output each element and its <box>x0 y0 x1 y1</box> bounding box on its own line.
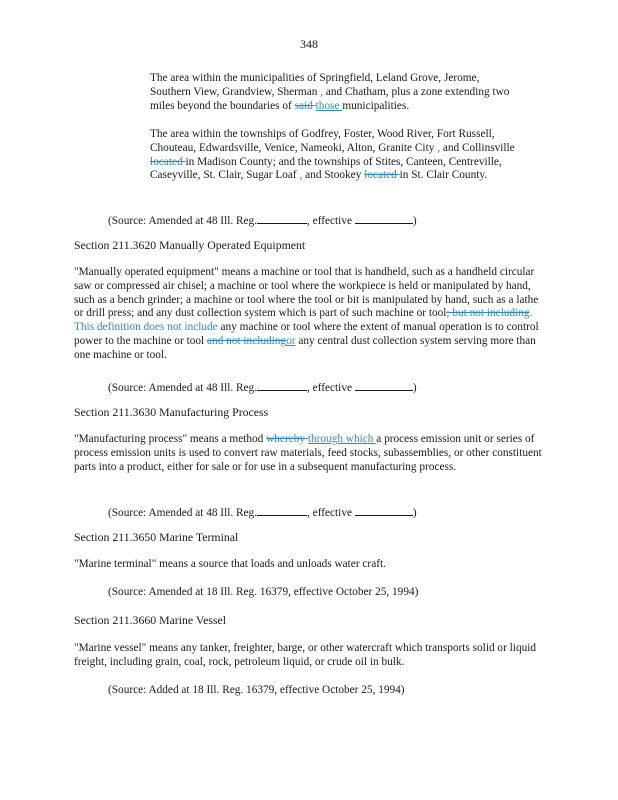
inserted-text: or <box>286 334 296 347</box>
inserted-text: , <box>299 169 303 182</box>
blank-line <box>355 212 413 224</box>
deleted-text: ; but not including <box>446 307 530 320</box>
blank-line <box>257 504 307 516</box>
paragraph-text: municipalities. <box>342 99 410 112</box>
paragraph-text: "Manually operated equipment" means a machine or tool that is handheld, such as a handheld circular saw or compressed air chisel; a machine or tool where the workpiece is held or manipulated by hand, such as a bench grinder; a machine or tool where the tool or bit is manipulated by hand, such as a lathe or drill press; and any dust collection system which is part of such machine or tool <box>74 266 539 320</box>
paragraph-springfield-area <box>150 72 520 113</box>
paragraph-townships-area <box>150 128 520 183</box>
paragraph-text: and Stookey <box>302 169 365 182</box>
blank-line <box>257 379 307 391</box>
section-heading: Section 211.3630 Manufacturing Process <box>74 405 269 419</box>
paragraph-manufacturing-process <box>74 433 546 474</box>
source-note: (Source: Amended at 18 Ill. Reg. 16379, effective October 25, 1994) <box>108 586 419 598</box>
source-text: ) <box>412 215 417 227</box>
blank-line <box>257 212 307 224</box>
paragraph-text: and Chatham, plus a zone extending two miles beyond the boundaries of <box>150 85 510 112</box>
paragraph-manually-operated-equipment <box>74 266 546 363</box>
page-number: 348 <box>300 37 318 51</box>
paragraph-text: "Manufacturing process" means a method <box>74 433 267 445</box>
source-note: (Source: Added at 18 Ill. Reg. 16379, effective October 25, 1994) <box>108 684 405 696</box>
source-text: , effective <box>307 382 355 394</box>
section-heading: Section 211.3650 Marine Terminal <box>74 530 239 544</box>
paragraph-text: any central dust collection system serving more than one machine or tool. <box>74 334 536 361</box>
deleted-text: located <box>150 155 186 168</box>
deleted-text: and not including <box>207 334 287 347</box>
inserted-text: through which <box>307 433 377 445</box>
source-text: ) <box>412 382 417 394</box>
inserted-text: , <box>317 85 324 98</box>
paragraph-text: The area within the municipalities of Springfield, Leland Grove, Jerome, Southern View, Grandview, Sherman <box>150 72 480 98</box>
paragraph-text: any machine or tool where the extent of manual operation is to control power to the machine or tool <box>74 321 539 347</box>
source-note <box>108 504 417 521</box>
section-heading: Section 211.3660 Marine Vessel <box>74 613 227 627</box>
inserted-text: . This definition does not include <box>74 307 533 334</box>
blank-line <box>355 379 413 391</box>
paragraph-text: The area within the townships of Godfrey, Foster, Wood River, Fort Russell, Chouteau, Edwardsville, Venice, Nameoki, Alton, Granite City <box>150 128 495 154</box>
source-note <box>108 379 417 396</box>
paragraph-text: in Madison County; and the townships of Stites, Canteen, Centreville, Caseyville, St. Clair, Sugar Loaf <box>150 155 502 182</box>
source-text: (Source: Amended at 48 Ill. Reg. <box>108 215 258 227</box>
paragraph-marine-vessel: "Marine vessel" means any tanker, freighter, barge, or other watercraft which transports solid or liquid freight, including grain, coal, rock, petroleum liquid, or crude oil in bulk. <box>74 642 537 668</box>
source-text: , effective <box>307 215 355 227</box>
inserted-text: those <box>315 99 343 112</box>
source-text: ) <box>412 507 417 519</box>
paragraph-text: in St. Clair County. <box>399 169 488 182</box>
source-text: (Source: Amended at 48 Ill. Reg. <box>108 382 258 394</box>
paragraph-text: a process emission unit or series of process emission units is used to convert raw materials, feed stocks, subassemblies, or other constituent parts into a product, either for sale or for use in a subsequent manufacturing process. <box>74 433 542 473</box>
source-note <box>108 212 417 229</box>
deleted-text: said <box>294 99 316 112</box>
blank-line <box>355 504 413 516</box>
source-text: , effective <box>307 507 355 519</box>
paragraph-text: and Collinsville <box>440 141 515 154</box>
source-text: (Source: Amended at 48 Ill. Reg. <box>108 507 258 519</box>
paragraph-marine-terminal: "Marine terminal" means a source that loads and unloads water craft. <box>74 558 386 570</box>
deleted-text: located <box>364 169 400 182</box>
section-heading: Section 211.3620 Manually Operated Equipment <box>74 238 306 252</box>
inserted-text: , <box>437 141 441 154</box>
deleted-text: whereby <box>266 433 308 445</box>
